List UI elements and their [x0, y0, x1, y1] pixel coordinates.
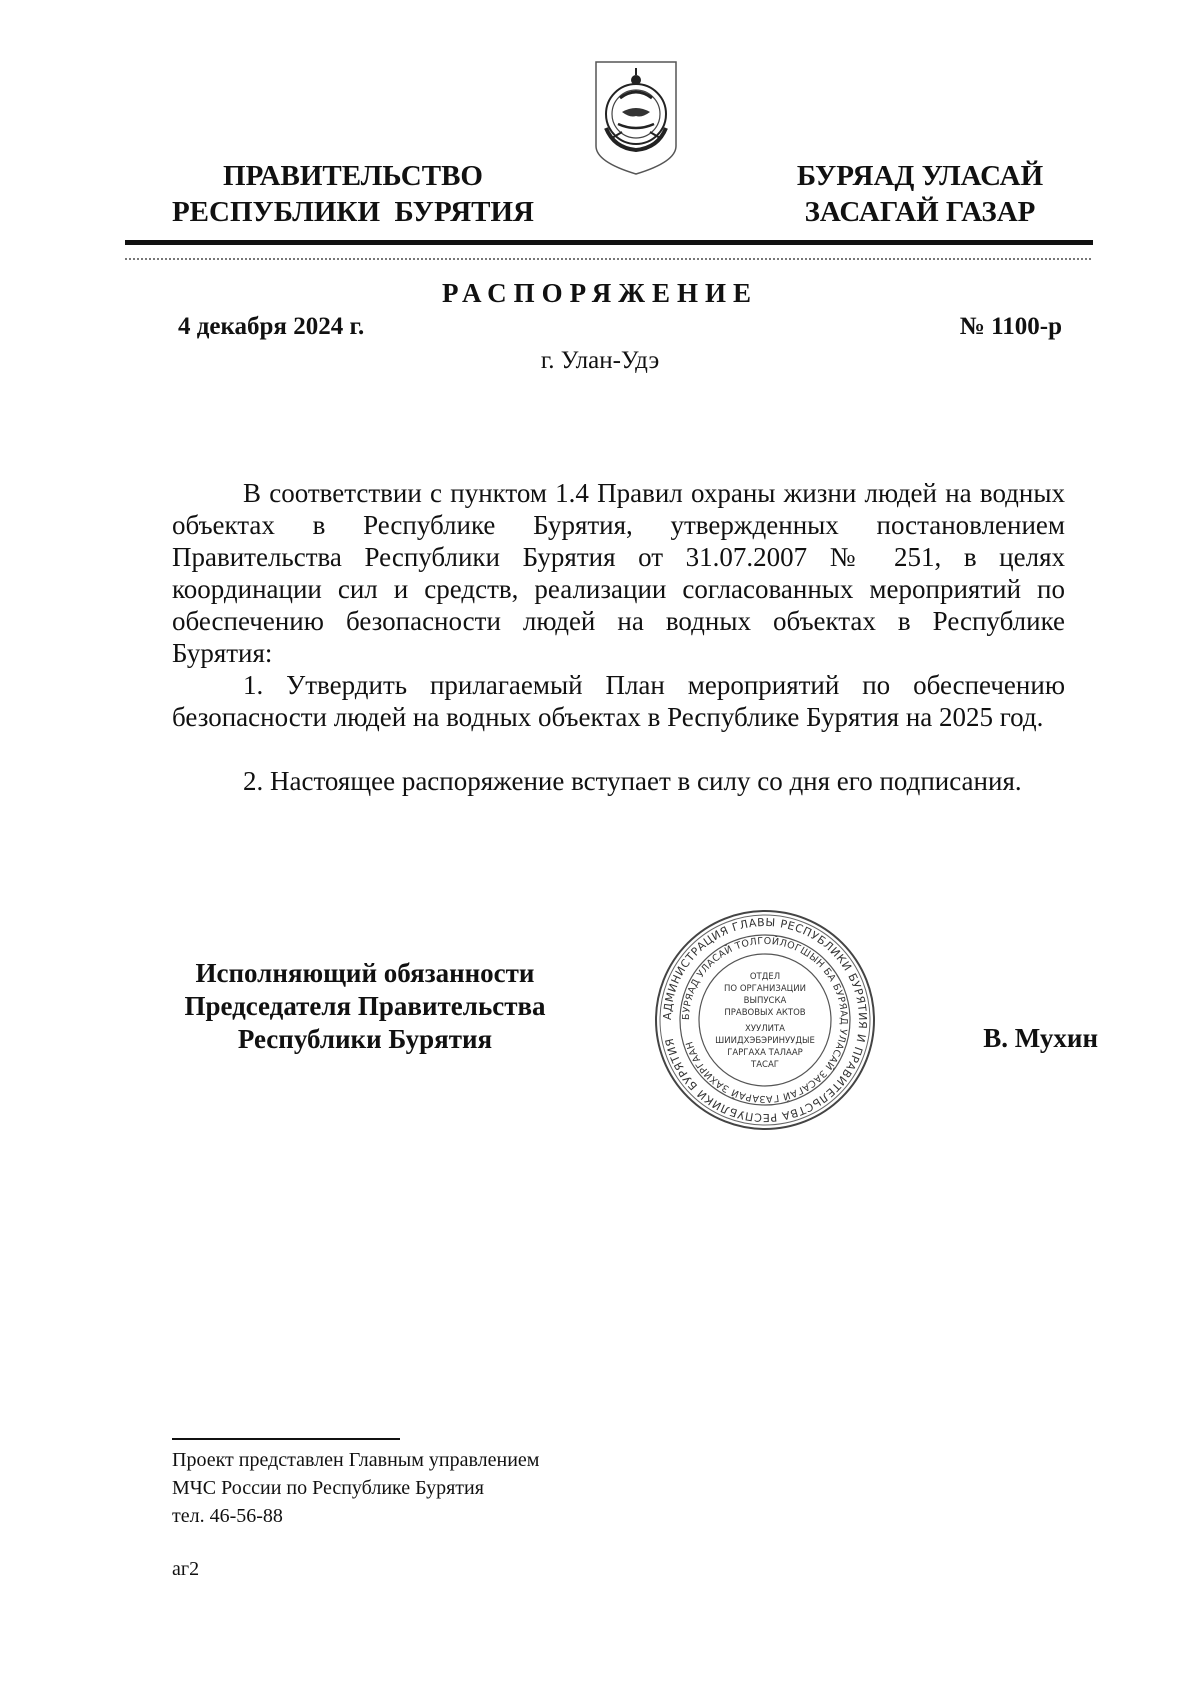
seal-inner-ring-text: БУРЯАД УЛАСАЙ ТОЛГОЙЛОГШЫН БА БУРЯАД УЛАСАЙ ЗАСАГАЙ ГАЗАРАЙ ЗАХИРГААН: [680, 935, 850, 1105]
seal-center-line: ХУУЛИТА: [745, 1024, 785, 1034]
header-divider-dotted: [125, 258, 1093, 260]
official-seal-stamp: [652, 907, 878, 1133]
government-name-buryat: [770, 158, 1070, 230]
footnote: [172, 1446, 539, 1530]
signatory-title: [150, 957, 580, 1056]
document-code: аг2: [172, 1558, 200, 1580]
government-name-line2: РЕСПУБЛИКИ БУРЯТИЯ: [171, 196, 535, 228]
seal-center-line: ОТДЕЛ: [749, 972, 781, 982]
document-city: г. Улан-Удэ: [540, 347, 660, 374]
svg-text:АДМИНИСТРАЦИЯ ГЛАВЫ РЕСПУБЛИКИ: [661, 916, 869, 1124]
body-paragraph-item-2: 2. Настоящее распоряжение вступает в силу со дня его подписания.: [243, 766, 1022, 796]
seal-center-line: ШИИДХЭБЭРИНУУДЫЕ: [715, 1036, 815, 1046]
footnote-divider: [172, 1438, 400, 1440]
header-divider: [125, 240, 1093, 245]
svg-text:БУРЯАД УЛАСАЙ ТОЛГОЙЛОГШЫН БА: [681, 935, 849, 1104]
signatory-name: В. Мухин: [983, 1023, 1098, 1053]
document-type: РАСПОРЯЖЕНИЕ: [441, 278, 759, 308]
document-date: 4 декабря 2024 г.: [178, 313, 365, 340]
signatory-title-line3: Республики Бурятия: [237, 1024, 493, 1054]
seal-outer-ring-text: АДМИНИСТРАЦИЯ ГЛАВЫ РЕСПУБЛИКИ БУРЯТИЯ И ПРАВИТЕЛЬСТВА РЕСПУБЛИКИ БУРЯТИЯ: [660, 915, 870, 1125]
government-name-russian: [148, 158, 558, 230]
coat-of-arms-icon: [592, 58, 680, 176]
document-number: № 1100-р: [959, 313, 1062, 340]
body-paragraph-preamble: В соответствии с пунктом 1.4 Правил охраны жизни людей на водных объектах в Республике Бурятия, утвержденных постановлением Правительства Республики Бурятия от 31.07.2007 № 251, в целях координации сил и средств, реализации согласованных мероприятий по обеспечению безопасности людей на водных объектах в Республике Бурятия:: [172, 478, 1065, 668]
footnote-phone: тел. 46-56-88: [172, 1505, 283, 1527]
government-name-buryat-line1: БУРЯАД УЛАСАЙ: [796, 160, 1044, 192]
body-paragraph-item-1: 1. Утвердить прилагаемый План мероприятий по обеспечению безопасности людей на водных объектах в Республике Бурятия на 2025 год.: [172, 670, 1065, 732]
seal-center-line: ВЫПУСКА: [743, 996, 787, 1006]
government-name-buryat-line2: ЗАСАГАЙ ГАЗАР: [804, 196, 1036, 228]
seal-center-line: ПРАВОВЫХ АКТОВ: [724, 1008, 806, 1018]
signatory-title-line2: Председателя Правительства: [184, 991, 546, 1021]
seal-center-line: ПО ОРГАНИЗАЦИИ: [724, 984, 806, 994]
government-name-line1: ПРАВИТЕЛЬСТВО: [223, 160, 483, 192]
signatory-title-line1: Исполняющий обязанности: [195, 958, 535, 988]
seal-center-line: ГАРГАХА ТАЛААР: [727, 1048, 803, 1058]
footnote-line2: МЧС России по Республике Бурятия: [172, 1477, 484, 1499]
seal-center-line: ТАСАГ: [751, 1060, 779, 1070]
footnote-line1: Проект представлен Главным управлением: [172, 1449, 540, 1471]
